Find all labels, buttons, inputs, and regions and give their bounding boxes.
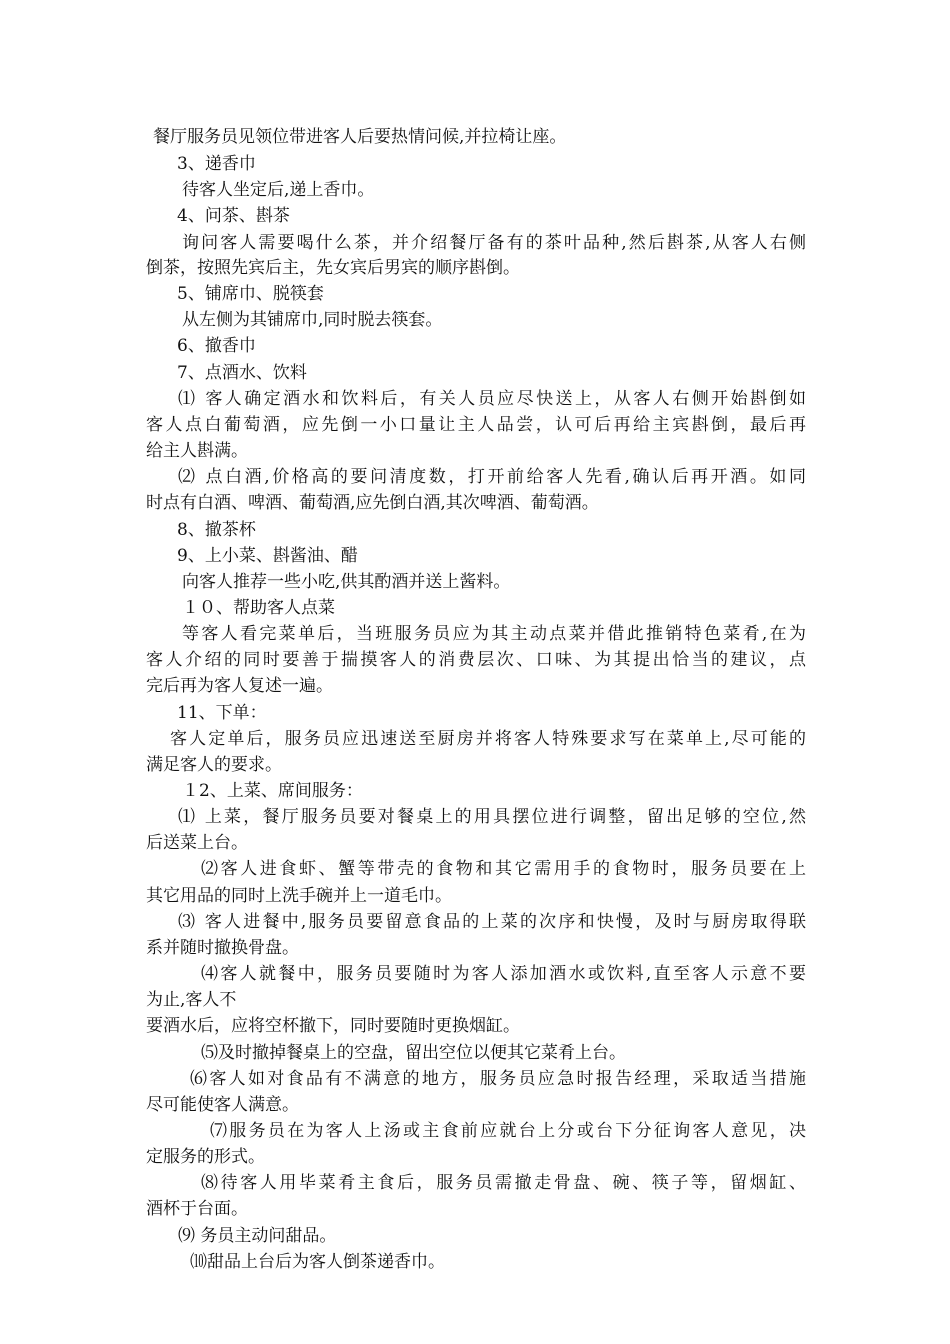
paragraph-line: 餐厅服务员见领位带进客人后要热情问候,并拉椅让座。 [153,127,567,147]
paragraph-line: 等客人看完菜单后，当班服务员应为其主动点菜并借此推销特色菜肴,在为 [182,624,806,644]
paragraph-line: 时点有白酒、啤酒、葡萄酒,应先倒白酒,其次啤酒、葡萄酒。 [146,493,599,513]
paragraph-line: ⑺服务员在为客人上汤或主食前应就台上分或台下分征询客人意见，决 [210,1121,806,1141]
paragraph-line: 其它用品的同时上洗手碗并上一道毛巾。 [146,886,452,906]
paragraph-line: ⑷客人就餐中，服务员要随时为客人添加酒水或饮料,直至客人示意不要 [201,964,806,984]
section-heading: 7、点酒水、饮料 [177,363,307,383]
section-heading: １０、帮助客人点菜 [182,598,335,618]
paragraph-line: ⑻待客人用毕菜肴主食后，服务员需撤走骨盘、碗、筷子等，留烟缸、 [201,1173,806,1193]
paragraph-line: 酒杯于台面。 [146,1199,248,1219]
paragraph-line: ⑵ 点白酒,价格高的要问清度数，打开前给客人先看,确认后再开酒。如同 [178,467,806,487]
paragraph-line: 尽可能使客人满意。 [146,1095,299,1115]
paragraph-line: 询问客人需要喝什么茶，并介绍餐厅备有的茶叶品种,然后斟茶,从客人右侧 [182,233,806,253]
paragraph-line: 系并随时撤换骨盘。 [146,938,299,958]
paragraph-line: 给主人斟满。 [146,441,248,461]
paragraph-line: 要酒水后，应将空杯撤下，同时要随时更换烟缸。 [146,1016,520,1036]
paragraph-line: 后送菜上台。 [146,833,248,853]
section-heading: １2、上菜、席间服务： [182,781,363,801]
section-heading: 8、撤茶杯 [177,520,256,540]
section-heading: 4、问茶、斟茶 [177,206,290,226]
section-heading: 11、下单： [177,703,267,723]
paragraph-line: 定服务的形式。 [146,1147,265,1167]
paragraph-line: ⑹客人如对食品有不满意的地方，服务员应急时报告经理，采取适当措施 [190,1069,806,1089]
paragraph-line: ⑶ 客人进餐中,服务员要留意食品的上菜的次序和快慢，及时与厨房取得联 [178,912,806,932]
paragraph-line: ⑴ 上菜，餐厅服务员要对餐桌上的用具摆位进行调整，留出足够的空位,然 [178,807,806,827]
section-heading: 9、上小菜、斟酱油、醋 [177,546,358,566]
paragraph-line: 待客人坐定后,递上香巾。 [182,180,375,200]
section-heading: 5、铺席巾、脱筷套 [177,284,324,304]
paragraph-line: 客人介绍的同时要善于揣摸客人的消费层次、口味、为其提出恰当的建议，点 [146,650,806,670]
paragraph-line: ⑸及时撤掉餐桌上的空盘，留出空位以便其它菜肴上台。 [201,1043,626,1063]
paragraph-line: ⑼ 务员主动问甜品。 [178,1226,337,1246]
paragraph-line: 从左侧为其铺席巾,同时脱去筷套。 [182,310,443,330]
paragraph-line: 客人点白葡萄酒，应先倒一小口量让主人品尝，认可后再给主宾斟倒，最后再 [146,415,806,435]
paragraph-line: 客人定单后，服务员应迅速送至厨房并将客人特殊要求写在菜单上,尽可能的 [170,729,806,749]
paragraph-line: ⑵客人进食虾、蟹等带壳的食物和其它需用手的食物时，服务员要在上 [201,859,806,879]
paragraph-line: ⑴ 客人确定酒水和饮料后，有关人员应尽快送上，从客人右侧开始斟倒如 [178,389,806,409]
paragraph-line: 倒茶，按照先宾后主，先女宾后男宾的顺序斟倒。 [146,258,520,278]
section-heading: 3、递香巾 [177,154,256,174]
paragraph-line: 为止,客人不 [146,990,237,1010]
paragraph-line: 满足客人的要求。 [146,755,282,775]
paragraph-line: 向客人推荐一些小吃,供其酌酒并送上酱料。 [182,572,511,592]
section-heading: 6、撤香巾 [177,336,256,356]
paragraph-line: ⑽甜品上台后为客人倒茶递香巾。 [190,1252,445,1272]
paragraph-line: 完后再为客人复述一遍。 [146,676,333,696]
